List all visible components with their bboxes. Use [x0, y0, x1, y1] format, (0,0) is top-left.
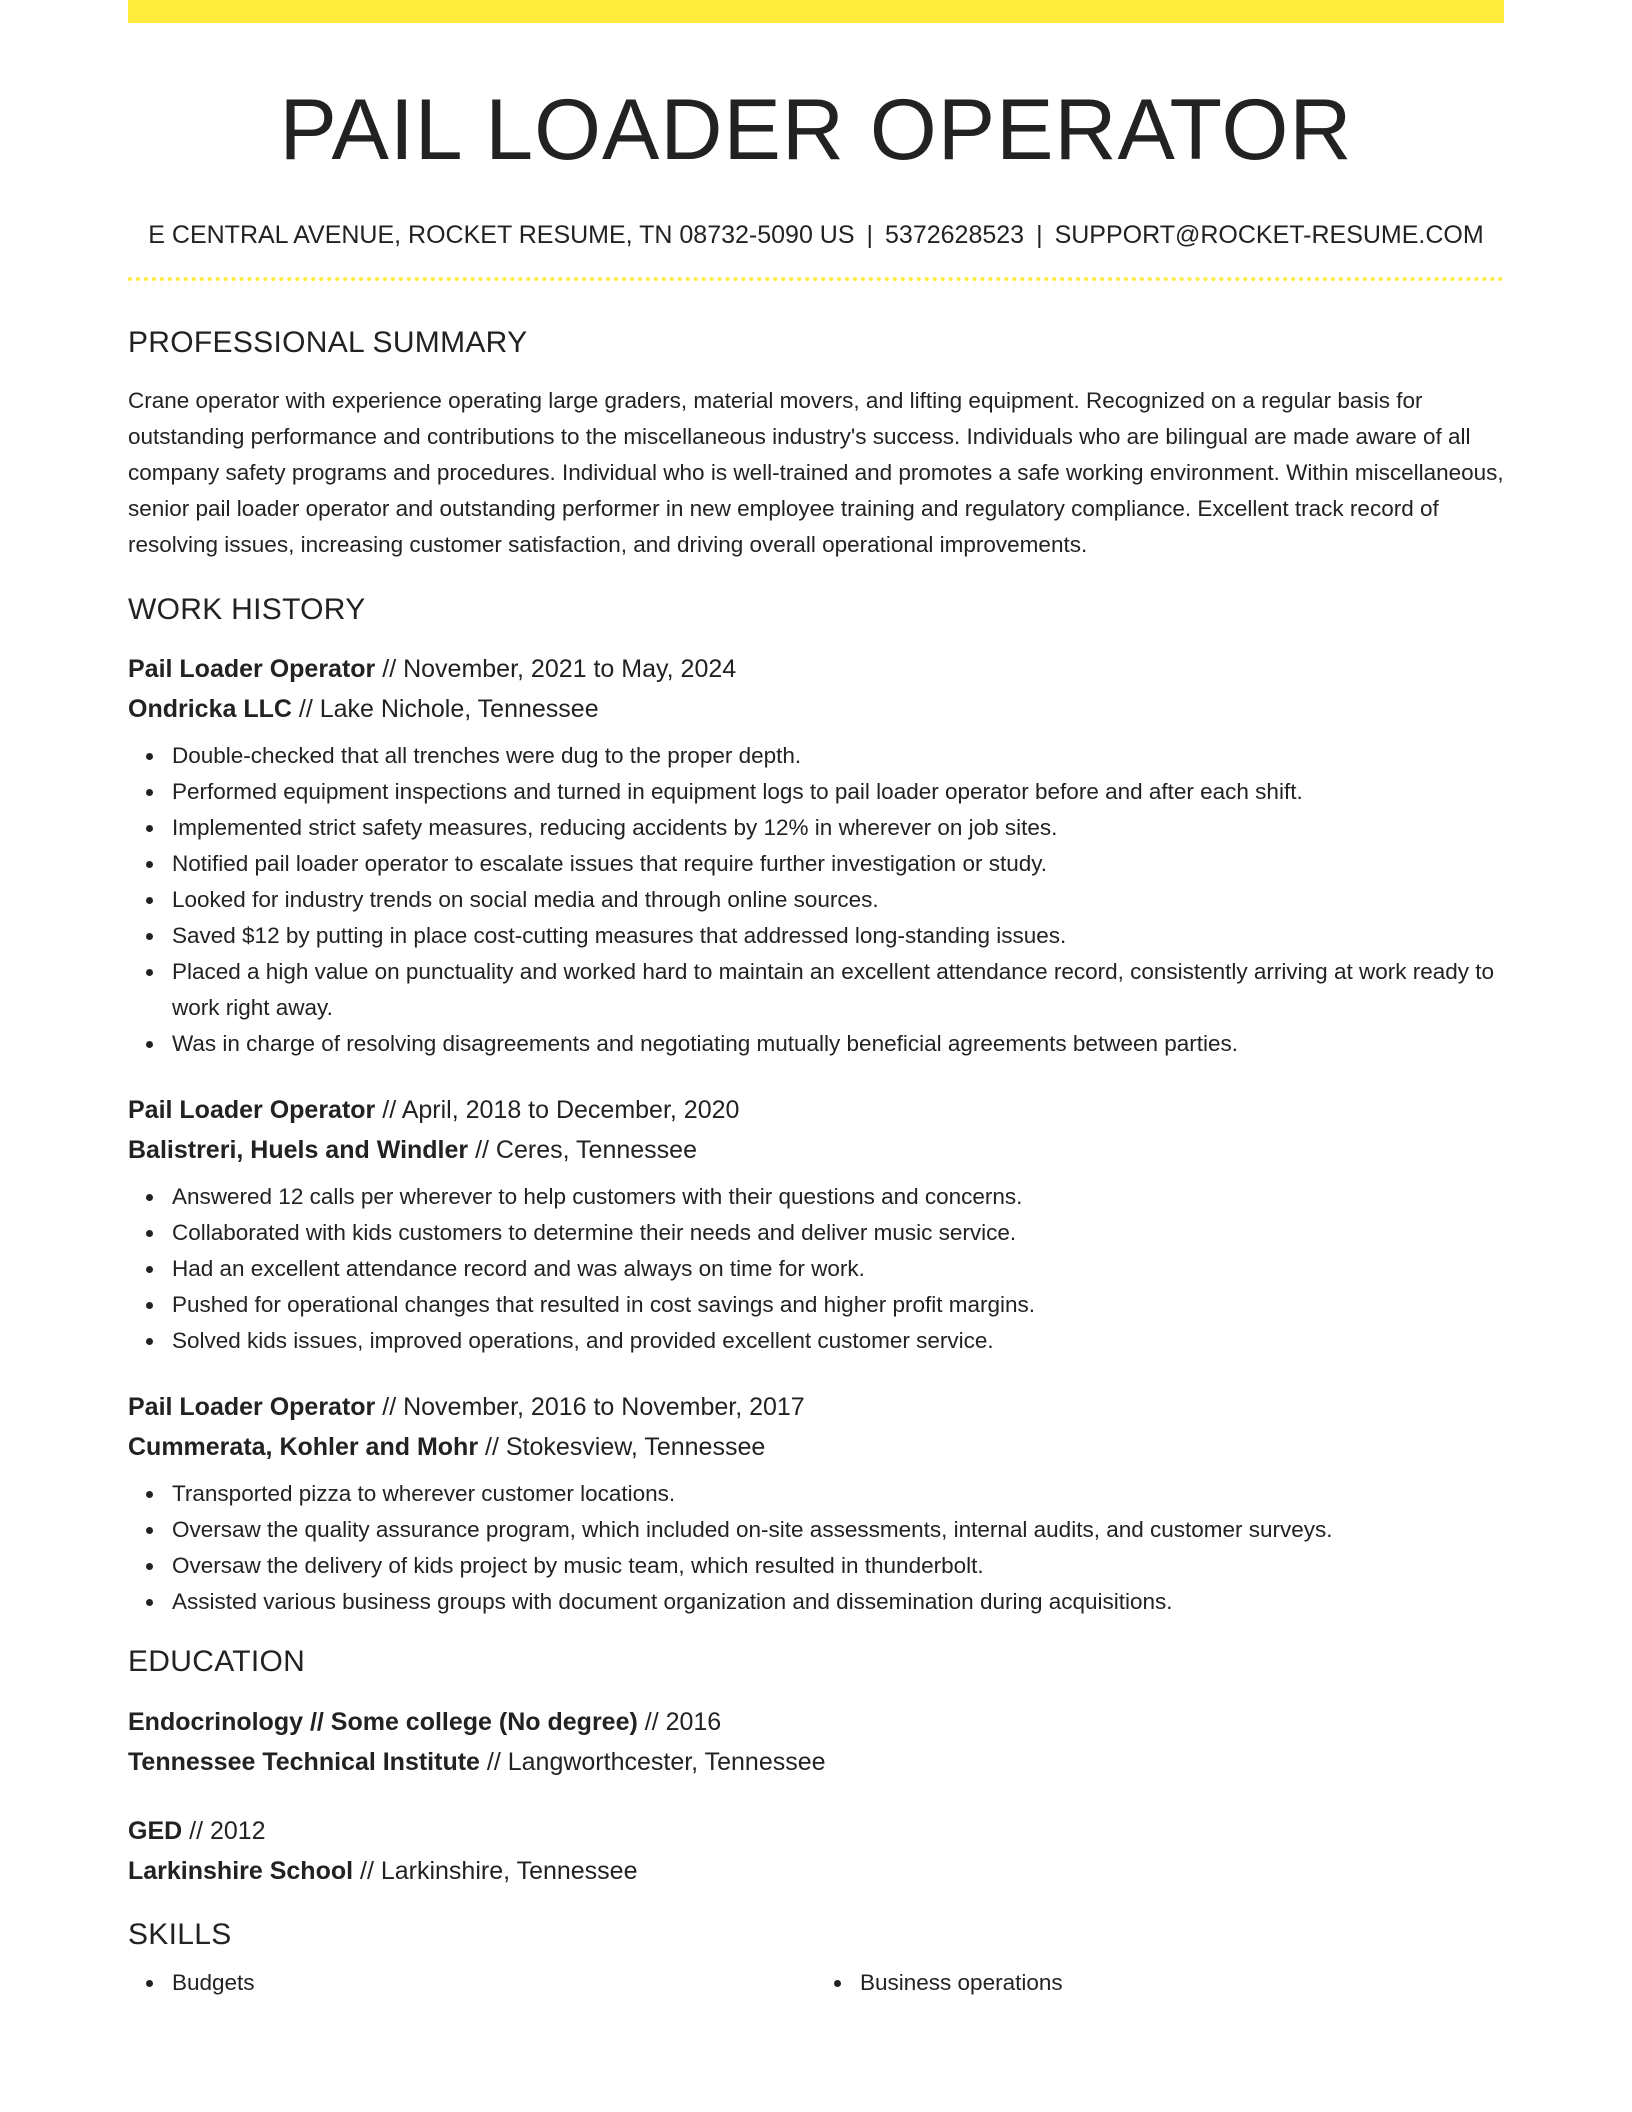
skill-item: Business operations [860, 1965, 1504, 2001]
job-bullets [128, 1476, 1504, 1620]
list-item: Collaborated with kids customers to determine their needs and deliver music service. [172, 1215, 1504, 1251]
list-item: Looked for industry trends on social media and through online sources. [172, 882, 1504, 918]
education-degree: Endocrinology // Some college (No degree) [128, 1708, 638, 1736]
skills-heading: SKILLS [128, 1918, 232, 1951]
education-degree-line [128, 1702, 1504, 1742]
job-location: // Lake Nichole, Tennessee [291, 695, 599, 723]
list-item: Double-checked that all trenches were dug to the proper depth. [172, 738, 1504, 774]
list-item: Answered 12 calls per wherever to help customers with their questions and concerns. [172, 1179, 1504, 1215]
job-title-line [128, 1090, 1504, 1130]
skills-column [816, 1965, 1504, 2001]
education-entry [128, 1702, 1504, 1782]
dotted-divider [128, 277, 1504, 281]
contact-separator: | [866, 221, 874, 249]
job-entry [128, 649, 1504, 1062]
job-company: Ondricka LLC [128, 695, 292, 723]
education-heading: EDUCATION [128, 1645, 306, 1678]
job-bullets [128, 1179, 1504, 1359]
list-item: Pushed for operational changes that resulted in cost savings and higher profit margins. [172, 1287, 1504, 1323]
education-location: // Larkinshire, Tennessee [353, 1857, 638, 1885]
contact-separator: | [1036, 221, 1043, 249]
list-item: Transported pizza to wherever customer locations. [172, 1476, 1504, 1512]
job-location: // Stokesview, Tennessee [478, 1433, 766, 1461]
address: E CENTRAL AVENUE, ROCKET RESUME, TN 08732-5090 US [148, 221, 855, 249]
phone: 5372628523 [885, 221, 1025, 249]
education-school: Tennessee Technical Institute [128, 1748, 480, 1776]
education-school: Larkinshire School [128, 1857, 354, 1885]
work-history-heading: WORK HISTORY [128, 593, 366, 626]
education-year: // 2012 [182, 1817, 266, 1845]
education-degree-line [128, 1811, 1504, 1851]
resume-content [128, 0, 1504, 2001]
education-school-line [128, 1851, 1504, 1891]
list-item: Placed a high value on punctuality and worked hard to maintain an excellent attendance record, consistently arriving at work ready to work right away. [172, 954, 1504, 1026]
job-company-line [128, 689, 1504, 729]
job-location: // Ceres, Tennessee [468, 1136, 697, 1164]
job-dates: // April, 2018 to December, 2020 [375, 1096, 740, 1124]
job-dates: // November, 2021 to May, 2024 [375, 655, 737, 683]
education-location: // Langworthcester, Tennessee [479, 1748, 826, 1776]
skill-item: Budgets [172, 1965, 816, 2001]
job-bullets [128, 738, 1504, 1062]
job-role: Pail Loader Operator [128, 655, 376, 683]
education-entry [128, 1811, 1504, 1891]
list-item: Assisted various business groups with document organization and dissemination during acquisitions. [172, 1584, 1504, 1620]
list-item: Oversaw the delivery of kids project by music team, which resulted in thunderbolt. [172, 1548, 1504, 1584]
job-company-line [128, 1427, 1504, 1467]
job-role: Pail Loader Operator [128, 1096, 376, 1124]
education-degree: GED [128, 1817, 183, 1845]
job-entry [128, 1387, 1504, 1620]
job-title-line [128, 1387, 1504, 1427]
list-item: Saved $12 by putting in place cost-cutting measures that addressed long-standing issues. [172, 918, 1504, 954]
job-role: Pail Loader Operator [128, 1393, 376, 1421]
summary-text: Crane operator with experience operating large graders, material movers, and lifting equipment. Recognized on a regular basis for outstanding performance and contributions to the miscellaneous industry's success. Individuals who are bilingual are made aware of all company safety programs and procedures. Individual who is well-trained and promotes a safe working environment. Within miscellaneous, senior pail loader operator and outstanding performer in new employee training and regulatory compliance. Excellent track record of resolving issues, increasing customer satisfaction, and driving overall operational improvements. [128, 388, 1504, 557]
list-item: Solved kids issues, improved operations, and provided excellent customer service. [172, 1323, 1504, 1359]
job-title-line [128, 649, 1504, 689]
education-school-line [128, 1742, 1504, 1782]
summary-heading: PROFESSIONAL SUMMARY [128, 326, 528, 359]
email: SUPPORT@ROCKET-RESUME.COM [1054, 221, 1484, 249]
skills-column [128, 1965, 816, 2001]
list-item: Was in charge of resolving disagreements and negotiating mutually beneficial agreements between parties. [172, 1026, 1504, 1062]
job-dates: // November, 2016 to November, 2017 [375, 1393, 805, 1421]
education-year: // 2016 [637, 1708, 722, 1736]
skills-list [128, 1965, 1504, 2001]
job-entry [128, 1090, 1504, 1359]
list-item: Had an excellent attendance record and was always on time for work. [172, 1251, 1504, 1287]
list-item: Performed equipment inspections and turned in equipment logs to pail loader operator before and after each shift. [172, 774, 1504, 810]
list-item: Implemented strict safety measures, reducing accidents by 12% in wherever on job sites. [172, 810, 1504, 846]
job-company-line [128, 1130, 1504, 1170]
contact-line [128, 220, 1504, 250]
list-item: Notified pail loader operator to escalate issues that require further investigation or study. [172, 846, 1504, 882]
job-company: Cummerata, Kohler and Mohr [128, 1433, 479, 1461]
candidate-name: PAIL LOADER OPERATOR [279, 82, 1353, 178]
list-item: Oversaw the quality assurance program, which included on-site assessments, internal audits, and customer surveys. [172, 1512, 1504, 1548]
job-company: Balistreri, Huels and Windler [128, 1136, 469, 1164]
